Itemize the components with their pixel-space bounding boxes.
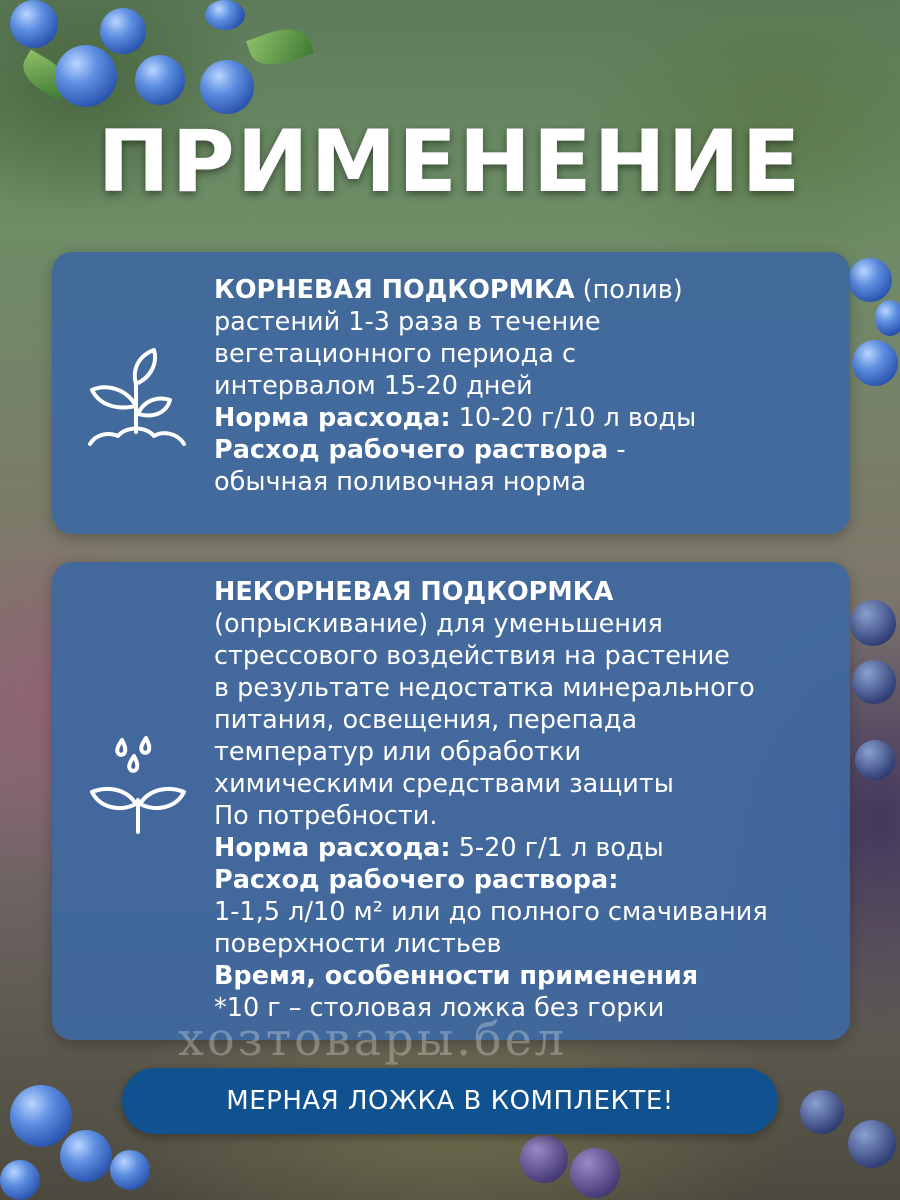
blueberry-decoration bbox=[55, 45, 117, 107]
leaf-decoration bbox=[246, 21, 314, 73]
rate-label: Норма расхода: bbox=[214, 403, 451, 433]
blueberry-decoration bbox=[852, 340, 898, 386]
card2-line: питания, освещения, перепада bbox=[214, 705, 638, 735]
blueberry-decoration bbox=[852, 660, 896, 704]
root-feeding-card bbox=[52, 252, 850, 534]
page-title: ПРИМЕНЕНИЕ bbox=[97, 112, 803, 212]
blueberry-decoration bbox=[60, 1130, 112, 1182]
blueberry-decoration bbox=[205, 0, 245, 30]
card1-line bbox=[214, 402, 838, 434]
card2-line: в результате недостатка минерального bbox=[214, 673, 755, 703]
card1-line bbox=[214, 274, 838, 306]
card1-line bbox=[214, 434, 838, 466]
blueberry-decoration bbox=[848, 1120, 896, 1168]
blueberry-decoration bbox=[800, 1090, 844, 1134]
card2-line: поверхности листьев bbox=[214, 929, 502, 959]
time-label: Время, особенности применения bbox=[214, 961, 699, 991]
root-feeding-heading: КОРНЕВАЯ ПОДКОРМКА bbox=[214, 275, 575, 305]
rate-label: Норма расхода: bbox=[214, 833, 451, 863]
measuring-spoon-banner: МЕРНАЯ ЛОЖКА В КОМПЛЕКТЕ! bbox=[122, 1068, 778, 1134]
card1-line: вегетационного периода с bbox=[214, 339, 576, 369]
card2-line: стрессового воздействия на растение bbox=[214, 641, 730, 671]
card2-line: (опрыскивание) для уменьшения bbox=[214, 609, 663, 639]
blueberry-decoration bbox=[110, 1150, 150, 1190]
solution-label: Расход рабочего раствора bbox=[214, 435, 609, 465]
sprout-icon bbox=[86, 344, 190, 450]
blueberry-decoration bbox=[10, 0, 58, 48]
blueberry-decoration bbox=[0, 1160, 40, 1200]
card2-line: температур или обработки bbox=[214, 737, 582, 767]
foliar-feeding-heading: НЕКОРНЕВАЯ ПОДКОРМКА bbox=[214, 577, 614, 607]
blueberry-decoration bbox=[850, 600, 896, 646]
blueberry-decoration bbox=[200, 60, 254, 114]
card2-line: *10 г – столовая ложка без горки bbox=[214, 993, 665, 1023]
card1-line-text: - bbox=[608, 435, 626, 465]
watermark: хозтовары.бел bbox=[178, 1012, 568, 1066]
blueberry-decoration bbox=[855, 740, 895, 780]
blueberry-decoration bbox=[135, 55, 185, 105]
card1-line: растений 1-3 раза в течение bbox=[214, 307, 601, 337]
blueberry-decoration bbox=[848, 258, 892, 302]
solution-label: Расход рабочего раствора: bbox=[214, 865, 619, 895]
card2-line: 1-1,5 л/10 м² или до полного смачивания bbox=[214, 897, 768, 927]
spray-leaf-icon bbox=[86, 734, 190, 838]
blueberry-decoration bbox=[520, 1135, 568, 1183]
blueberry-decoration bbox=[875, 300, 900, 336]
foliar-feeding-card bbox=[52, 562, 850, 1040]
rate-value: 10-20 г/10 л воды bbox=[450, 403, 697, 433]
blueberry-decoration bbox=[570, 1148, 620, 1198]
blueberry-decoration bbox=[10, 1085, 72, 1147]
rate-value: 5-20 г/1 л воды bbox=[450, 833, 664, 863]
card1-line: обычная поливочная норма bbox=[214, 467, 587, 497]
blueberry-decoration bbox=[100, 8, 146, 54]
card2-line: По потребности. bbox=[214, 801, 438, 831]
foliar-feeding-text bbox=[214, 576, 838, 1024]
root-feeding-text bbox=[214, 274, 838, 498]
card2-line bbox=[214, 832, 838, 864]
card1-line: интервалом 15-20 дней bbox=[214, 371, 533, 401]
card1-line-text: (полив) bbox=[574, 275, 683, 305]
card2-line: химическими средствами защиты bbox=[214, 769, 674, 799]
